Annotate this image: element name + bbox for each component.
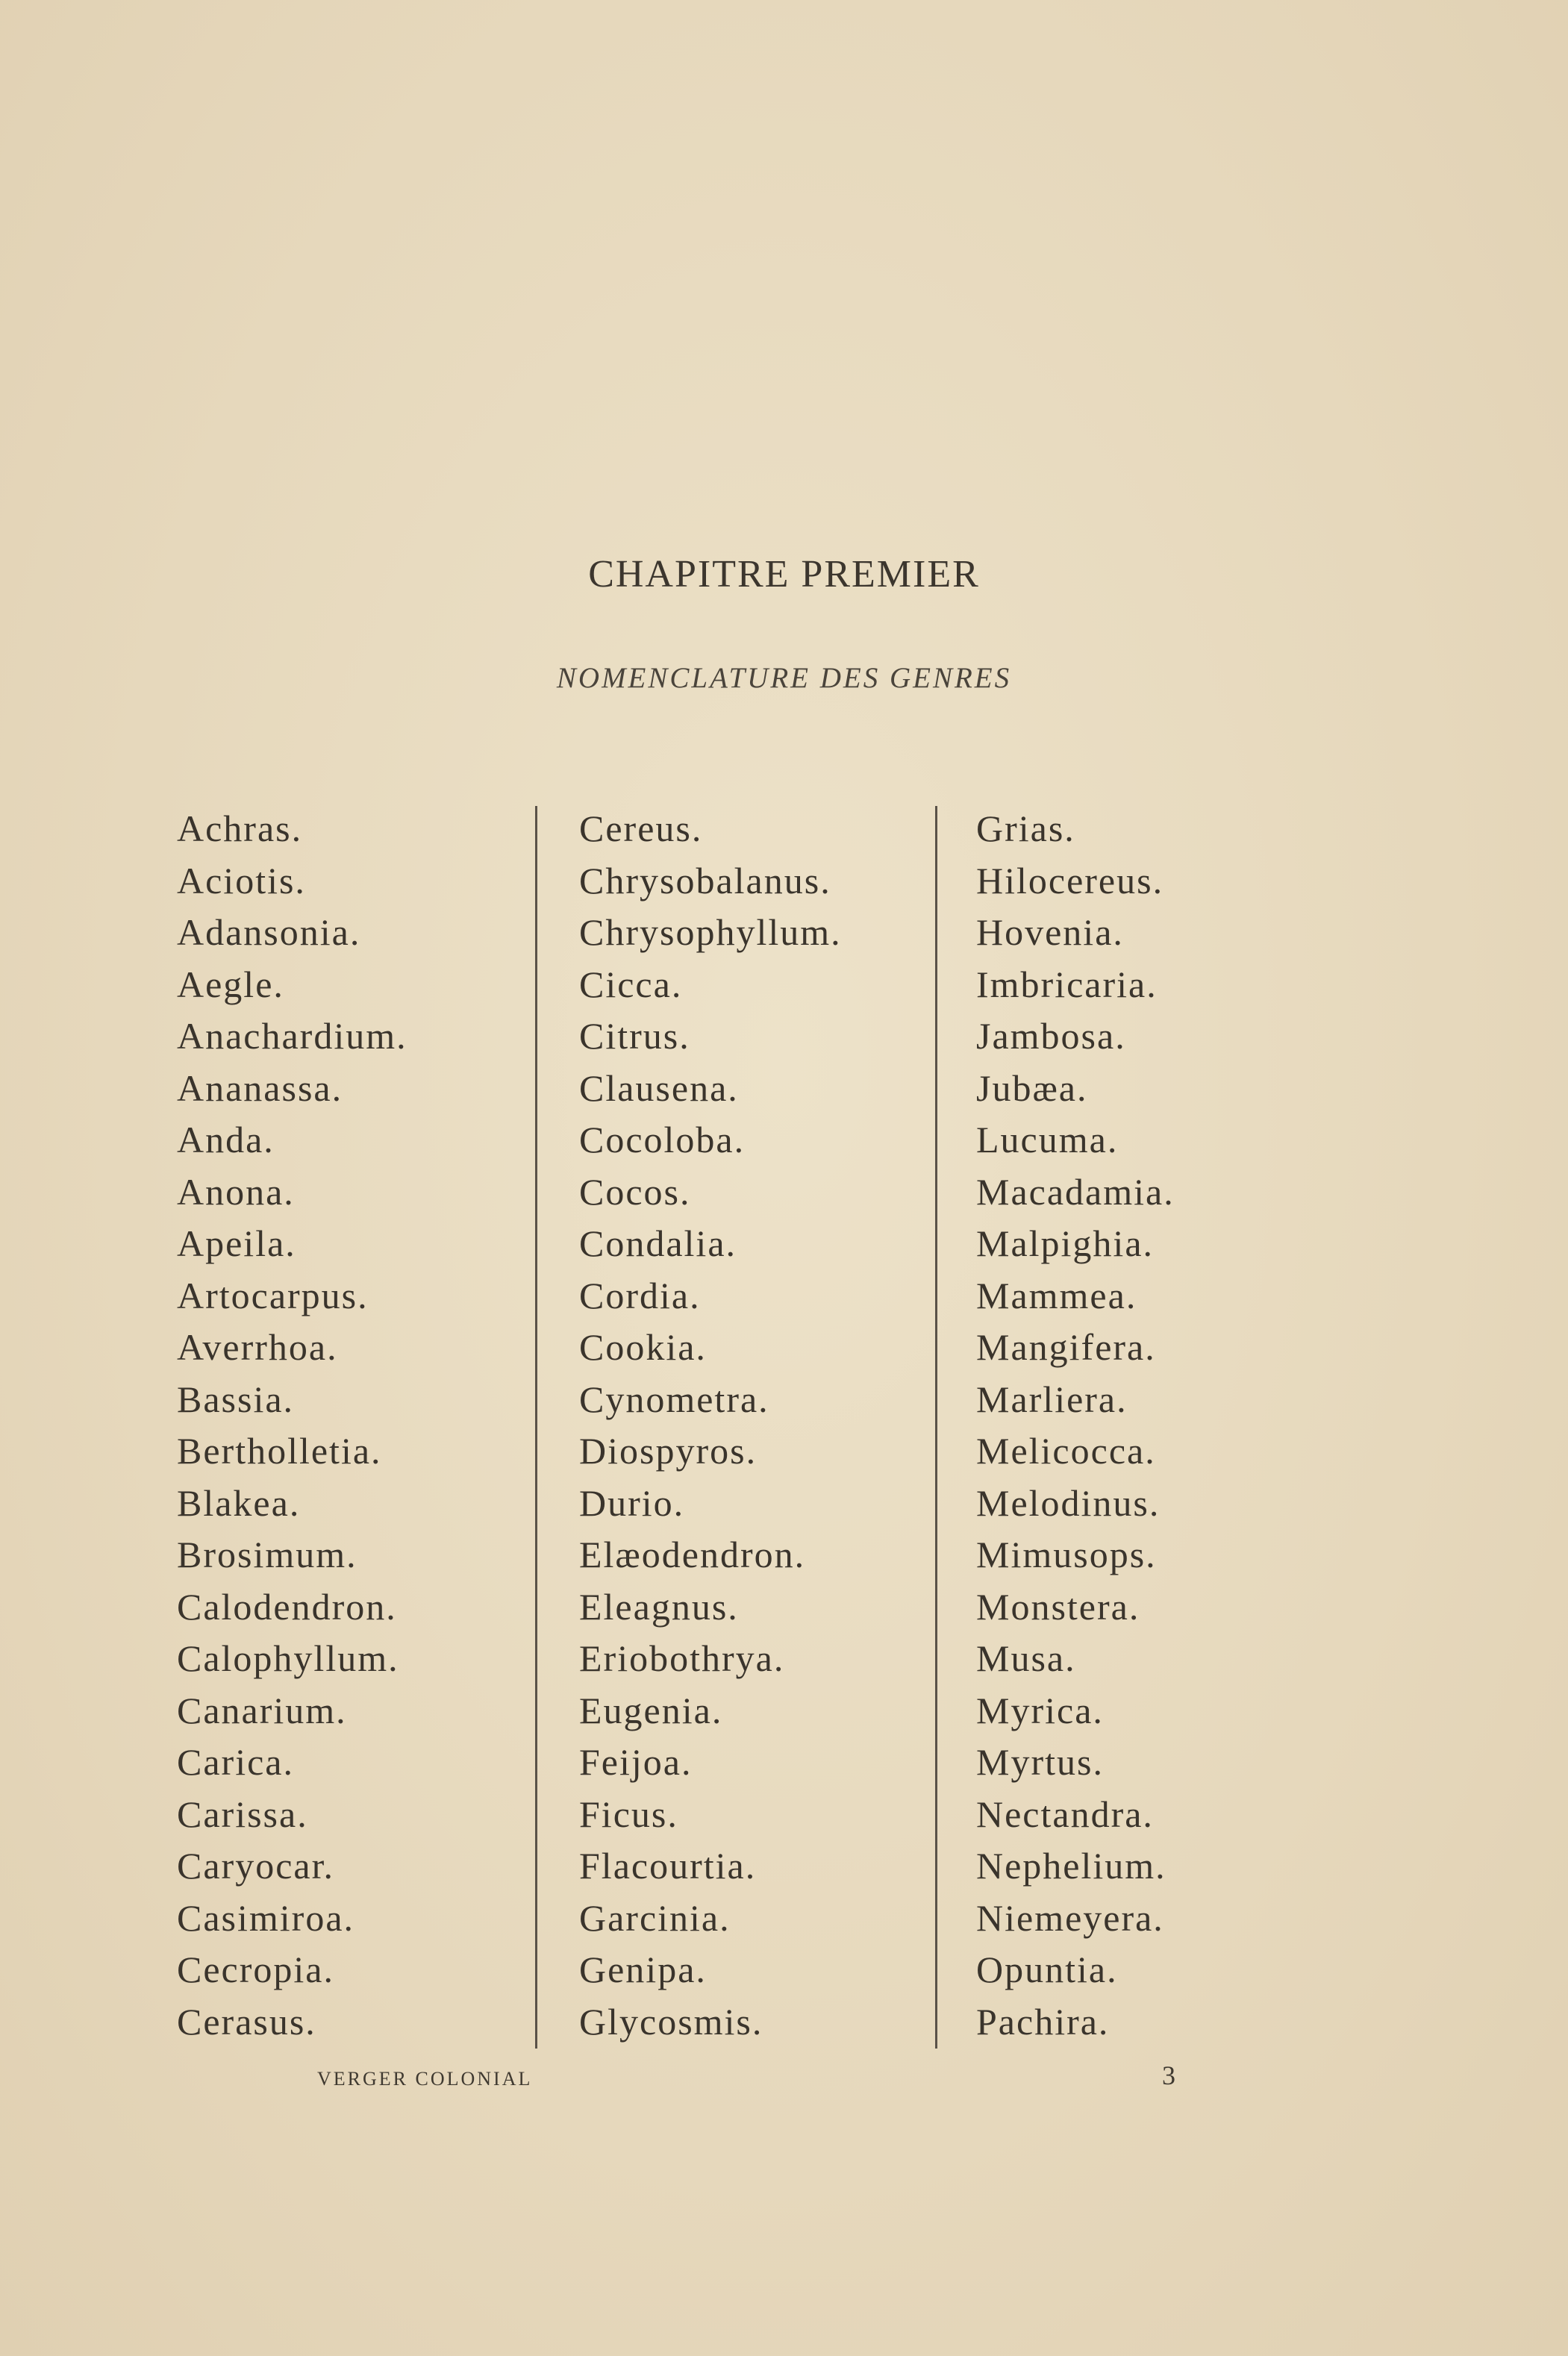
genus-entry: Clausena. (579, 1066, 739, 1109)
genus-entry: Jambosa. (976, 1015, 1126, 1057)
genus-entry: Marliera. (976, 1378, 1128, 1420)
chapter-title: CHAPITRE PREMIER (588, 553, 980, 596)
genus-entry: Opuntia. (976, 1949, 1118, 1990)
genus-entry: Anona. (177, 1170, 295, 1213)
column-divider (535, 806, 537, 2049)
column-divider (935, 806, 937, 2049)
genus-entry: Mimusops. (976, 1534, 1157, 1575)
page-number: 3 (1162, 2060, 1175, 2090)
genus-entry: Ficus. (579, 1793, 678, 1835)
genus-entry: Adansonia. (177, 911, 361, 953)
genus-entry: Casimiroa. (177, 1896, 355, 1939)
genus-entry: Feijoa. (579, 1741, 693, 1783)
genus-entry: Malpighia. (976, 1222, 1155, 1264)
genus-entry: Averrhoa. (177, 1326, 338, 1368)
genus-column-1 (177, 800, 407, 2045)
genus-entry: Eriobothrya. (579, 1637, 785, 1679)
genus-entry: Glycosmis. (579, 2000, 763, 2043)
genus-entry: Melicocca. (976, 1430, 1156, 1472)
genus-entry: Cordia. (579, 1274, 701, 1316)
genus-entry: Macadamia. (976, 1170, 1175, 1213)
genus-entry: Genipa. (579, 1949, 707, 1990)
genus-entry: Nephelium. (976, 1845, 1166, 1887)
genus-entry: Canarium. (177, 1689, 347, 1731)
genus-entry: Diospyros. (579, 1430, 758, 1472)
genus-entry: Chrysobalanus. (579, 859, 831, 902)
genus-entry: Chrysophyllum. (579, 911, 842, 953)
genus-entry: Anachardium. (177, 1015, 407, 1057)
genus-entry: Artocarpus. (177, 1274, 369, 1316)
genus-entry: Pachira. (976, 2000, 1110, 2043)
genus-entry: Mangifera. (976, 1326, 1156, 1368)
genus-entry: Cereus. (579, 807, 703, 849)
genus-entry: Grias. (976, 807, 1075, 849)
genus-entry: Caryocar. (177, 1845, 334, 1887)
genus-entry: Imbricaria. (976, 963, 1158, 1005)
genus-entry: Bertholletia. (177, 1430, 382, 1472)
genus-entry: Cecropia. (177, 1949, 334, 1990)
genus-entry: Calophyllum. (177, 1637, 399, 1679)
genus-entry: Melodinus. (976, 1481, 1161, 1524)
genus-entry: Eugenia. (579, 1689, 723, 1731)
genus-entry: Blakea. (177, 1481, 301, 1524)
genus-entry: Achras. (177, 807, 303, 849)
genus-entry: Carica. (177, 1741, 294, 1783)
genus-entry: Citrus. (579, 1015, 690, 1057)
genus-entry: Garcinia. (579, 1896, 731, 1939)
genus-entry: Cerasus. (177, 2000, 316, 2043)
genus-entry: Nectandra. (976, 1793, 1154, 1835)
genus-entry: Myrica. (976, 1689, 1104, 1731)
genus-entry: Carissa. (177, 1793, 308, 1835)
genus-entry: Anda. (177, 1119, 275, 1160)
genus-entry: Bassia. (177, 1378, 295, 1420)
genus-entry: Durio. (579, 1481, 685, 1524)
genus-entry: Hilocereus. (976, 859, 1164, 902)
chapter-subtitle: NOMENCLATURE DES GENRES (556, 662, 1012, 694)
genus-entry: Elæodendron. (579, 1534, 806, 1575)
genus-entry: Musa. (976, 1637, 1076, 1679)
genus-entry: Cicca. (579, 963, 683, 1005)
genus-list (0, 800, 1568, 2054)
genus-entry: Cocoloba. (579, 1119, 746, 1160)
genus-entry: Calodendron. (177, 1585, 397, 1628)
signature-mark: VERGER COLONIAL (317, 2068, 533, 2090)
genus-entry: Mammea. (976, 1274, 1137, 1316)
genus-entry: Jubæa. (976, 1066, 1088, 1109)
genus-entry: Hovenia. (976, 911, 1124, 953)
genus-entry: Ananassa. (177, 1066, 343, 1109)
genus-column-3 (976, 800, 1175, 2045)
genus-entry: Aegle. (177, 963, 284, 1005)
genus-entry: Cynometra. (579, 1378, 769, 1420)
genus-entry: Brosimum. (177, 1534, 357, 1575)
genus-entry: Cookia. (579, 1326, 707, 1368)
genus-entry: Myrtus. (976, 1741, 1104, 1783)
genus-entry: Condalia. (579, 1222, 737, 1264)
genus-entry: Cocos. (579, 1170, 691, 1213)
genus-entry: Lucuma. (976, 1119, 1119, 1160)
genus-entry: Flacourtia. (579, 1845, 757, 1887)
genus-entry: Niemeyera. (976, 1896, 1164, 1939)
genus-column-2 (579, 800, 842, 2045)
genus-entry: Apeila. (177, 1222, 296, 1264)
genus-entry: Aciotis. (177, 859, 306, 902)
genus-entry: Monstera. (976, 1585, 1140, 1628)
genus-entry: Eleagnus. (579, 1585, 739, 1628)
